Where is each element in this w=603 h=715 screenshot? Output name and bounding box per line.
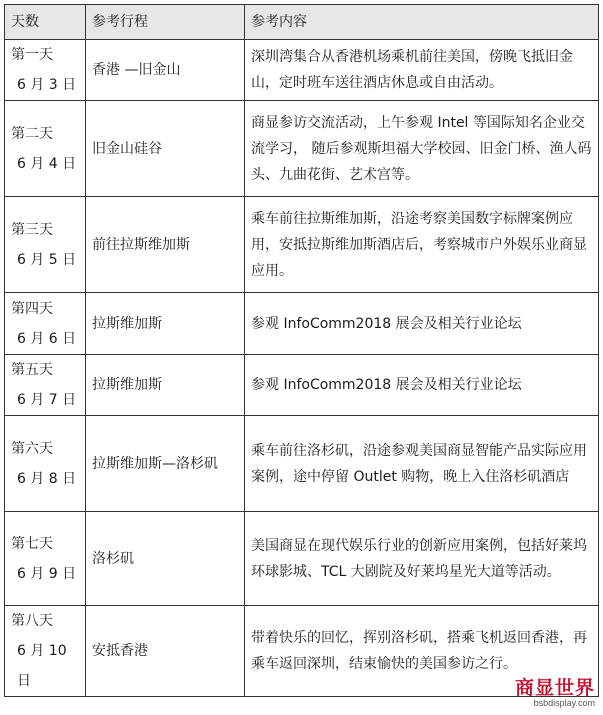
route-cell: 旧金山硅谷 <box>86 101 245 197</box>
content-cell: 乘车前往洛杉矶，沿途参观美国商显智能产品实际应用案例，途中停留 Outlet 购物，晚上入住洛杉矶酒店 <box>245 416 599 512</box>
route-cell: 香港 —旧金山 <box>86 40 245 101</box>
day-label: 第四天 <box>11 300 53 317</box>
table-row <box>5 197 599 293</box>
content-cell: 参观 InfoComm2018 展会及相关行业论坛 <box>245 355 599 416</box>
day-cell <box>5 606 86 697</box>
content-cell: 参观 InfoComm2018 展会及相关行业论坛 <box>245 293 599 355</box>
day-cell <box>5 40 86 101</box>
table-row <box>5 101 599 197</box>
table-row <box>5 606 599 697</box>
day-cell <box>5 197 86 293</box>
header-content: 参考内容 <box>245 5 599 40</box>
day-cell <box>5 293 86 355</box>
watermark-url: bsbdisplay.com <box>533 698 595 708</box>
day-cell <box>5 512 86 606</box>
content-cell: 乘车前往拉斯维加斯，沿途考察美国数字标牌案例应用，安抵拉斯维加斯酒店后，考察城市户外娱乐业商显应用。 <box>245 197 599 293</box>
header-route: 参考行程 <box>86 5 245 40</box>
content-cell: 带着快乐的回忆，挥别洛杉矶，搭乘飞机返回香港，再乘车返回深圳，结束愉快的美国参访之行。 <box>245 606 599 697</box>
day-cell <box>5 101 86 197</box>
watermark-logo <box>515 678 595 709</box>
table-header-row <box>5 5 599 40</box>
itinerary-table <box>4 4 599 697</box>
day-label: 第一天 <box>11 47 53 63</box>
date-label: 6 月 8 日 <box>17 470 77 487</box>
route-cell: 拉斯维加斯 <box>86 293 245 355</box>
date-label: 6 月 10 日 <box>17 643 67 689</box>
day-label: 第三天 <box>11 221 53 238</box>
table-row <box>5 512 599 606</box>
route-cell: 前往拉斯维加斯 <box>86 197 245 293</box>
watermark-name: 商显世界 <box>514 677 595 699</box>
content-cell: 商显参访交流活动，上午参观 Intel 等国际知名企业交流学习， 随后参观斯坦福大学校园、旧金门桥、渔人码头、九曲花街、艺术宫等。 <box>245 101 599 197</box>
day-cell <box>5 416 86 512</box>
route-cell: 安抵香港 <box>86 606 245 697</box>
content-cell: 美国商显在现代娱乐行业的创新应用案例，包括好莱坞环球影城、TCL 大剧院及好莱坞星光大道等活动。 <box>245 512 599 606</box>
date-label: 6 月 5 日 <box>17 251 77 268</box>
day-label: 第二天 <box>11 125 53 142</box>
date-label: 6 月 7 日 <box>17 392 77 408</box>
header-days: 天数 <box>5 5 86 40</box>
day-label: 第八天 <box>11 613 53 629</box>
route-cell: 拉斯维加斯—洛杉矶 <box>86 416 245 512</box>
table-row <box>5 293 599 355</box>
table-row <box>5 40 599 101</box>
date-label: 6 月 9 日 <box>17 565 77 582</box>
day-cell <box>5 355 86 416</box>
date-label: 6 月 6 日 <box>17 330 77 347</box>
date-label: 6 月 3 日 <box>17 77 77 93</box>
table-row <box>5 355 599 416</box>
route-cell: 洛杉矶 <box>86 512 245 606</box>
day-label: 第七天 <box>11 535 53 552</box>
day-label: 第六天 <box>11 440 53 457</box>
day-label: 第五天 <box>11 362 53 378</box>
content-cell: 深圳湾集合从香港机场乘机前往美国，傍晚飞抵旧金山，定时班车送往酒店休息或自由活动。 <box>245 40 599 101</box>
date-label: 6 月 4 日 <box>17 155 77 172</box>
table-row <box>5 416 599 512</box>
route-cell: 拉斯维加斯 <box>86 355 245 416</box>
